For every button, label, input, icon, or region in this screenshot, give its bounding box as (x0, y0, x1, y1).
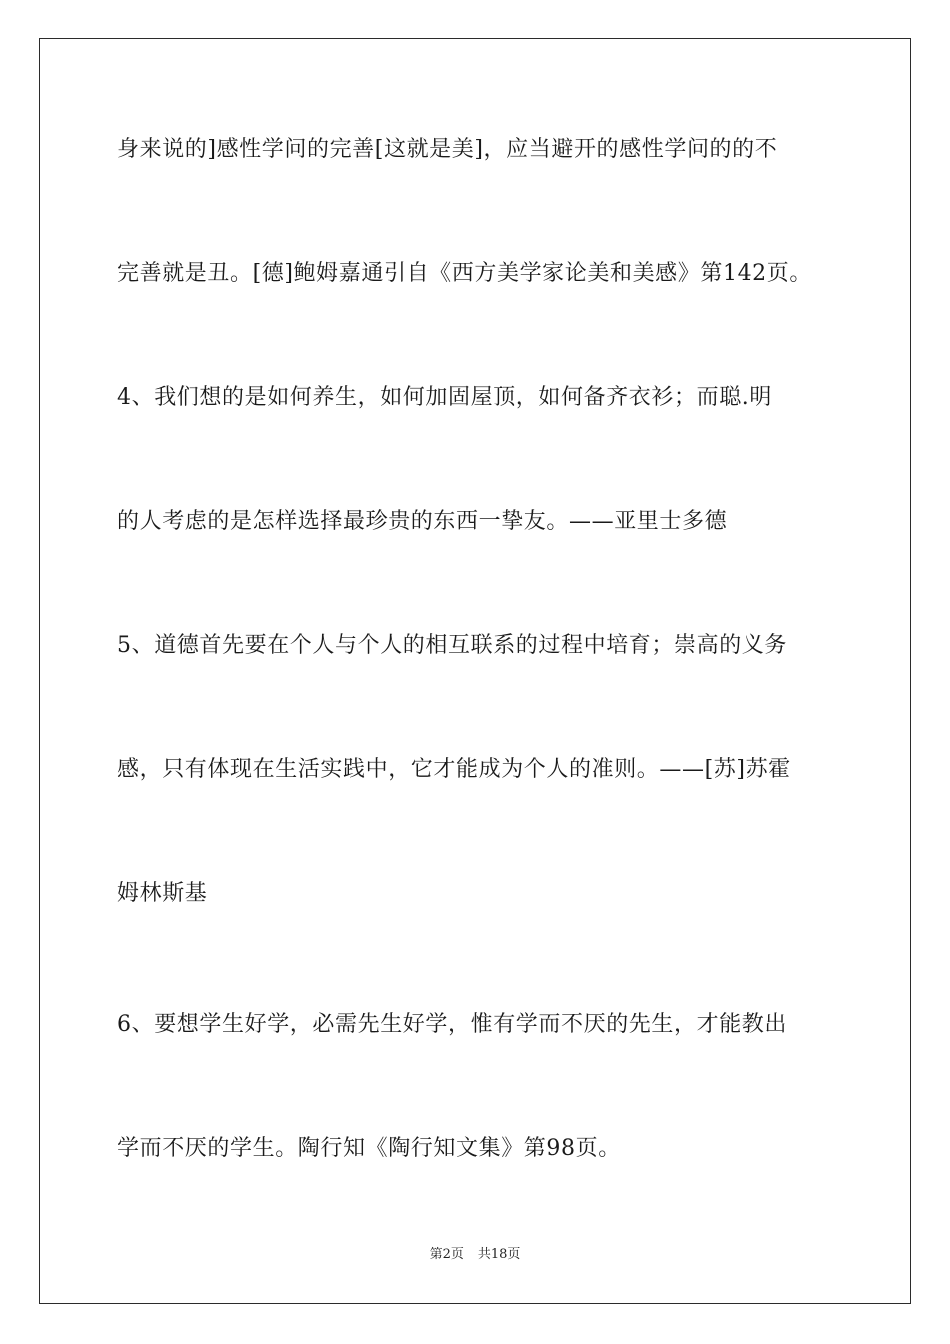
text-line-3: 4、我们想的是如何养生，如何加固屋顶，如何备齐衣衫；而聪.明 (117, 385, 772, 410)
text-line-1: 身来说的]感性学问的完善[这就是美]，应当避开的感性学问的的不 (117, 137, 778, 162)
page-total: 共18页 (477, 1247, 521, 1262)
text-line-4: 的人考虑的是怎样选择最珍贵的东西一挚友。——亚里士多德 (117, 509, 728, 534)
text-line-2: 完善就是丑。[德]鲍姆嘉通引自《西方美学家论美和美感》第142页。 (117, 261, 812, 286)
text-line-5: 5、道德首先要在个人与个人的相互联系的过程中培育；崇高的义务 (117, 633, 787, 658)
page-footer (0, 1246, 950, 1264)
text-line-7: 姆林斯基 (117, 881, 208, 906)
text-line-8: 6、要想学生好学，必需先生好学，惟有学而不厌的先生，才能教出 (117, 1012, 787, 1037)
text-line-9: 学而不厌的学生。陶行知《陶行知文集》第98页。 (117, 1136, 621, 1161)
text-line-6: 感，只有体现在生活实践中，它才能成为个人的准则。——[苏]苏霍 (117, 757, 791, 782)
page-border (39, 38, 911, 1304)
page-number: 第2页 (429, 1247, 464, 1262)
